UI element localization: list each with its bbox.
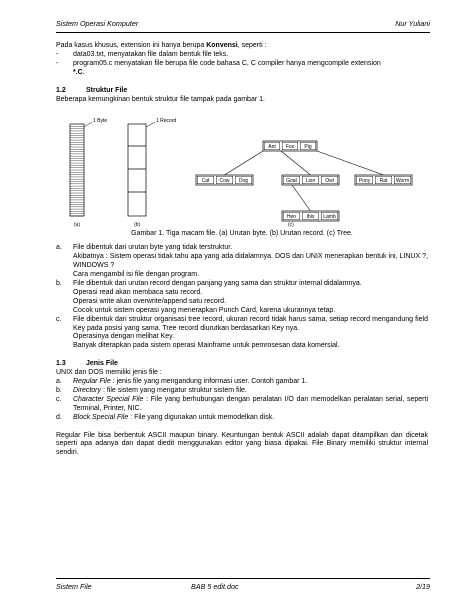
file-type-item xyxy=(56,378,428,387)
closing-paragraph: Regular File bisa berbentuk ASCII maupun binary. Keuntungan bentuk ASCII adalah dapat ditampilkan dan dicetak seperti apa adanya dan dapat diedit menggunakan editor yang biasa dipakai. File Binary memiliki struktur internal sendiri. xyxy=(56,431,428,457)
tree-node-label: Goat xyxy=(286,178,297,185)
list-c-line: Operasinya dengan melihat Key. xyxy=(73,333,175,341)
intro-bullet-text: data03.txt, menyatakan file dalam bentuk file teks. xyxy=(73,50,229,58)
tree-leaf-node xyxy=(282,211,339,221)
record-sequence-diagram xyxy=(128,118,177,228)
intro-bullet: - data03.txt, menyatakan file dalam bentuk file teks. xyxy=(56,50,229,58)
header-right: Nur Yuliani xyxy=(395,19,430,28)
tree-node-label: Lion xyxy=(305,178,316,185)
tree-node-label: Pig xyxy=(304,144,312,151)
tree-node-label: Pony xyxy=(358,178,371,185)
footer-left: Sistem File xyxy=(56,582,92,591)
intro-bullet-tail: . xyxy=(82,68,85,76)
tree-node-label: Lamb xyxy=(323,214,336,221)
list-marker: c. xyxy=(56,315,62,323)
file-type-term: Character Special File xyxy=(73,395,144,403)
list-marker: c. xyxy=(56,395,62,403)
tree-node-label: Hen xyxy=(286,214,297,221)
section-lead: UNIX dan DOS memiliki jenis file : xyxy=(56,369,162,377)
tree-node-label: Ibis xyxy=(306,214,315,221)
byte-sequence-diagram xyxy=(70,118,107,228)
list-b-line: Cocok untuk sistem operasi yang menerapkan Punch Card, karena ukurannya tetap. xyxy=(73,306,336,314)
intro-text-post: , seperti : xyxy=(237,42,267,49)
list-marker: a. xyxy=(56,244,62,252)
sub-b: (b) xyxy=(134,222,141,229)
list-item-a xyxy=(56,244,428,280)
tree-node-label: Dog xyxy=(238,178,249,185)
list-b-line: Operasi write akan overwrite/append satu record. xyxy=(73,297,226,305)
file-type-desc: : jenis file yang mengandung informasi user. Contoh gambar 1. xyxy=(110,378,308,386)
file-type-term: Block Special File xyxy=(73,413,129,421)
sub-a: (a) xyxy=(74,222,81,229)
list-marker: a. xyxy=(56,378,62,386)
file-type-term: Regular File xyxy=(73,378,111,386)
list-b-line: File dibentuk dari urutan record dengan panjang yang sama dan struktur internal didalamnya. xyxy=(73,279,362,287)
tree-link xyxy=(281,151,311,175)
section-title: Jenis File xyxy=(86,360,118,368)
intro-text-pre: Pada kasus khusus, extension ini hanya berupa xyxy=(56,42,207,49)
figure-diagram xyxy=(56,110,428,228)
intro-bullet-text: program05.c menyatakan file berupa file code bahasa C, C compiler hanya mengcompile extension xyxy=(73,59,381,67)
sub-c: (c) xyxy=(288,222,294,229)
section-heading xyxy=(56,360,428,369)
tree-diagram xyxy=(196,141,412,221)
file-type-term: Directory xyxy=(73,386,102,394)
list-item-b xyxy=(56,280,428,316)
file-type-item xyxy=(56,396,428,414)
tree-node-label: Cat xyxy=(201,178,210,185)
list-a-line: File dibentuk dari urutan byte yang tidak terstruktur. xyxy=(73,244,233,252)
list-c-line: Banyak diterapkan pada sistem operasi Mainframe untuk pemrosesan data komersial. xyxy=(73,342,340,350)
header-left: Sistem Operasi Komputer xyxy=(56,19,139,28)
list-a-line: Cara mengambil isi file dengan program. xyxy=(73,271,200,279)
header-rule xyxy=(56,32,430,33)
section-lead: Beberapa kemungkinan bentuk struktur file tampak pada gambar 1. xyxy=(56,95,265,103)
section-heading xyxy=(56,87,428,96)
figure-file-structures xyxy=(56,110,428,228)
page-footer xyxy=(56,582,430,594)
footer-right: 2/19 xyxy=(416,582,430,591)
list-c-line: File dibentuk dari struktur organisasi tree record, ukuran record tidak harus sama, setiap record mengandung field Key pada posisi yang sama. Tree record diurutkan berdasarkan Key nya. xyxy=(73,315,428,332)
file-type-desc: : File yang berhubungan dengan peralatan I/O dan memodelkan peralatan serial, seperti Terminal, Printer, NIC. xyxy=(73,395,428,412)
tree-node-label: Owl xyxy=(325,178,334,185)
file-type-item xyxy=(56,414,428,423)
intro-paragraph xyxy=(56,42,428,51)
footer-rule xyxy=(56,578,430,579)
file-type-desc: : File yang digunakan untuk memodelkan disk. xyxy=(128,413,275,421)
section-title: Struktur File xyxy=(86,86,128,94)
tree-link xyxy=(292,185,311,211)
intro-bullet-bold: *.C xyxy=(73,68,83,76)
tree-link xyxy=(317,151,384,175)
tree-node-label: Ant xyxy=(268,144,276,151)
file-type-item xyxy=(56,387,428,396)
list-item-c xyxy=(56,316,428,352)
list-marker: b. xyxy=(56,279,62,287)
label-record: 1 Record xyxy=(156,118,177,125)
tree-node-label: Worm xyxy=(395,178,410,185)
file-type-desc: : file sistem yang mengatur struktur sistem file. xyxy=(101,386,247,394)
list-marker: b. xyxy=(56,386,62,394)
tree-node-label: Fox xyxy=(285,144,295,151)
tree-node-label: Rat xyxy=(379,178,388,185)
tree-mid-node xyxy=(282,175,339,185)
tree-root-node xyxy=(263,141,317,151)
intro-bullet: - program05.c menyatakan file berupa file code bahasa C, C compiler hanya mengcompile extension *.C. xyxy=(56,59,381,76)
list-marker: d. xyxy=(56,413,62,421)
page-body xyxy=(56,42,428,458)
tree-mid-node xyxy=(355,175,412,185)
page-header xyxy=(56,19,430,31)
figure-caption: Gambar 1. Tiga macam file. (a) Urutan byte. (b) Urutan record. (c) Tree. xyxy=(131,230,353,238)
tree-mid-node xyxy=(196,175,253,185)
intro-bold: Konvensi xyxy=(206,42,238,49)
label-byte: 1 Byte xyxy=(93,118,108,125)
section-number: 1.2 xyxy=(56,86,66,94)
list-b-line: Operasi read akan membaca satu record. xyxy=(73,288,203,296)
tree-link xyxy=(225,151,264,175)
section-number: 1.3 xyxy=(56,360,66,368)
tree-node-label: Cow xyxy=(219,178,230,185)
list-a-line: Akibatnya : Sistem operasi tidak tahu apa yang ada didalamnya. DOS dan UNIX menerapkan bentuk ini, LINUX ?, WINDOWS ? xyxy=(73,253,428,270)
footer-center: BAB 5 edit.doc xyxy=(191,582,239,591)
